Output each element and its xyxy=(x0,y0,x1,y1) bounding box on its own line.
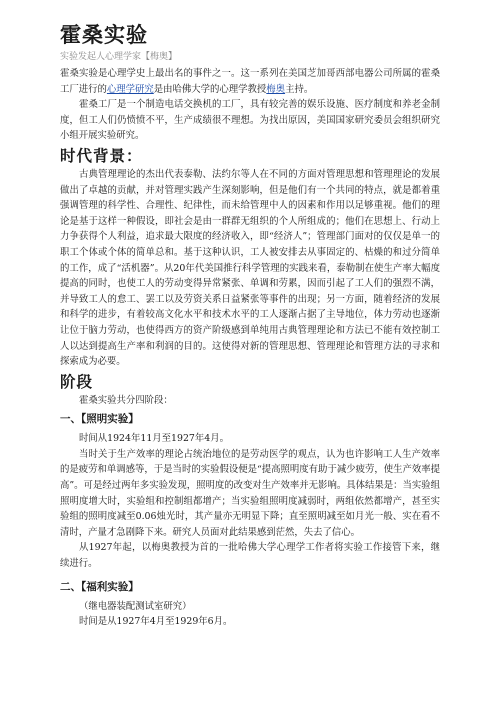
background-paragraph: 古典管理理论的杰出代表泰勒、法约尔等人在不同的方面对管理思想和管理理论的发展做出了卓越的贡献，并对管理实践产生深刻影响，但是他们有一个共同的特点，就是都着重强调管理的科学性、合理性、纪律性，而未给管理中人的因素和作用以足够重视。他们的理论是基于这样一种假设，即社会是由一群群无组织的个人所组成的；他们在思想上、行动上力争获得个人利益，追求最大限度的经济收入，即“经济人”；管理部门面对的仅仅是单一的职工个体或个体的简单总和。基于这种认识，工人被安排去从事固定的、枯燥的和过分简单的工作，成了“活机器”。从20年代美国推行科学管理的实践来看，泰勒制在使生产率大幅度提高的同时，也使工人的劳动变得异常紧张、单调和劳累，因而引起了工人们的强烈不满，并导致工人的怠工、罢工以及劳资关系日益紧张等事件的出现；另一方面，随着经济的发展和科学的进步，有着较高文化水平和技术水平的工人逐渐占据了主导地位，体力劳动也逐渐让位于脑力劳动，也使得西方的资产阶级感到单纯用古典管理理论和方法已不能有效控制工人以达到提高生产率和利润的目的。这使得对新的管理思想、管理理论和管理方法的寻求和探索成为必要。 xyxy=(60,168,440,368)
intro-text-after: 主持。 xyxy=(285,83,314,95)
section-heading-stages: 阶段 xyxy=(60,372,94,391)
mayo-link[interactable]: 梅奥 xyxy=(266,83,286,95)
stage2-note: （继电器装配测试室研究） xyxy=(79,600,192,612)
document-page xyxy=(60,22,440,630)
intro-text-before: 霍桑实验是心理学史上最出名的事件之一。这一系列在美国芝加哥西部电器公司所属的霍桑工厂进行的 xyxy=(60,68,440,95)
stage1-paragraph-1: 当时关于生产效率的理论占统治地位的是劳动医学的观点，认为也许影响工人生产效率的是疲劳和单调感等，于是当时的实验假设便是“提高照明度有助于减少疲劳，使生产效率提高”。可是经过两年多实验发现，照明度的改变对生产效率并无影响。具体结果是：当实验组照明度增大时，实验组和控制组都增产；当实验组照明度减弱时，两组依然都增产，甚至实验组的照明度减至0.06烛光时，其产量亦无明显下降；直至照明减至如月光一般、实在看不清时，产量才急剧降下来。研究人员面对此结果感到茫然，失去了信心。 xyxy=(60,448,440,538)
section-heading-background: 时代背景： xyxy=(60,146,143,165)
document-title: 霍桑实验 xyxy=(60,23,148,47)
intro-paragraph-1 xyxy=(60,66,440,97)
stage1-heading: 一、【照明实验】 xyxy=(60,413,139,426)
document-subtitle: 实验发起人心理学家【梅奥】 xyxy=(60,52,178,62)
stages-intro: 霍桑实验共分四阶段： xyxy=(79,394,173,406)
stage1-paragraph-2: 从1927年起，以梅奥教授为首的一批哈佛大学心理学工作者将实验工作接管下来，继续进行。 xyxy=(60,542,440,570)
stage1-time: 时间从1924年11月至1927年4月。 xyxy=(79,433,229,445)
stage2-heading: 二、【福利实验】 xyxy=(60,580,139,593)
psychology-research-link[interactable]: 心理学研究 xyxy=(106,83,154,95)
stage2-time: 时间是从1927年4月至1929年6月。 xyxy=(79,616,233,628)
intro-text-middle: 是由哈佛大学的心理学教授 xyxy=(153,83,267,95)
intro-paragraph-2: 霍桑工厂是一个制造电话交换机的工厂，具有较完善的娱乐设施、医疗制度和养老金制度，但工人们仍愤愤不平，生产成绩很不理想。为找出原因，美国国家研究委员会组织研究小组开展实验研究。 xyxy=(60,99,440,142)
